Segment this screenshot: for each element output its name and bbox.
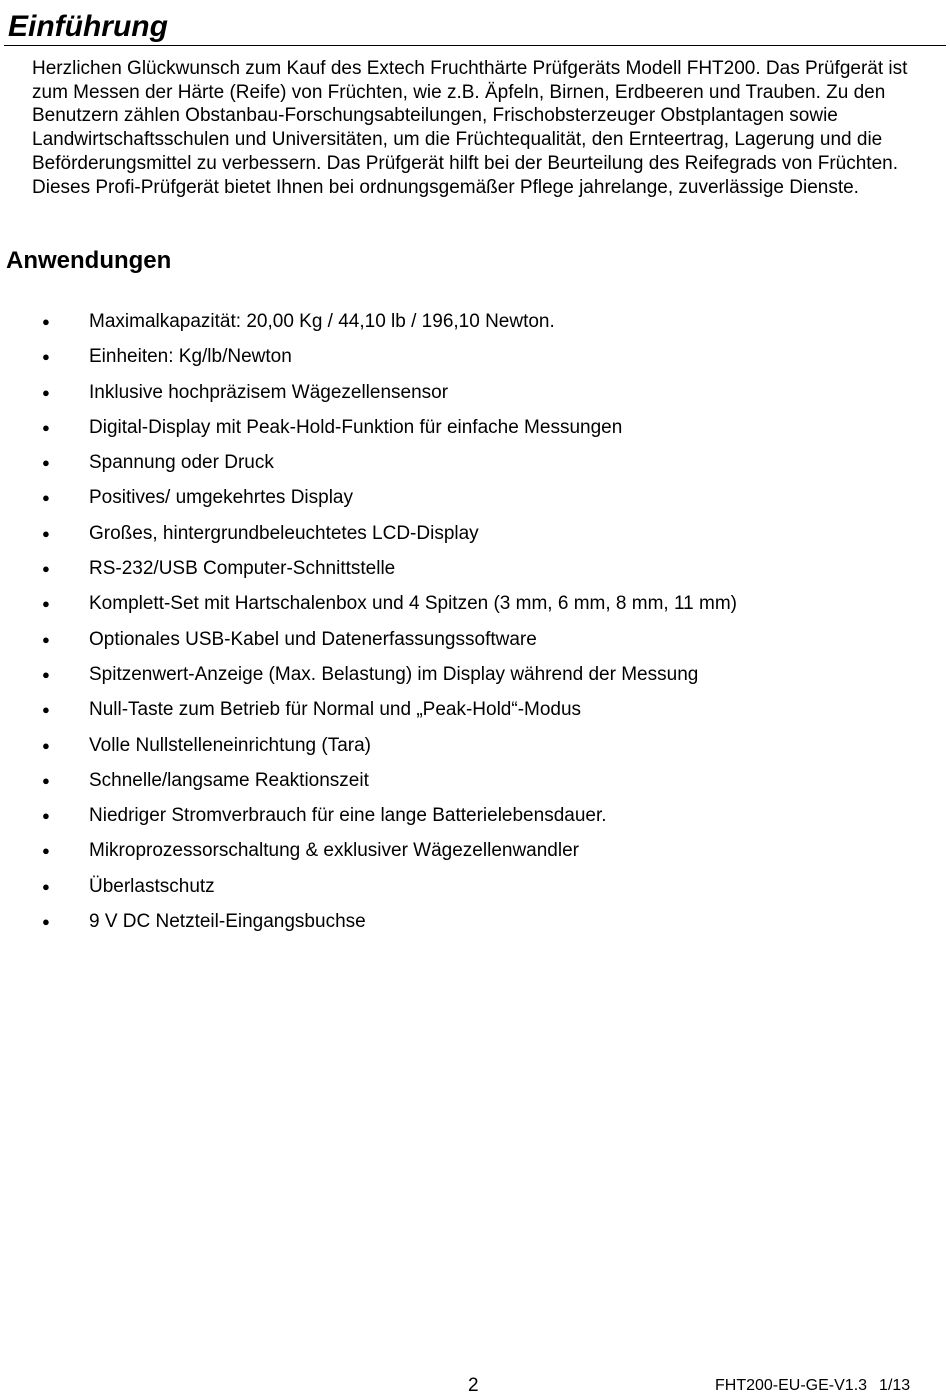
- bullet-icon: ●: [42, 702, 50, 718]
- list-item-text: Überlastschutz: [89, 875, 215, 897]
- list-item-text: Null-Taste zum Betrieb für Normal und „Peak-Hold“-Modus: [89, 699, 582, 721]
- list-item: [0, 516, 950, 551]
- document-id: [715, 1375, 910, 1397]
- bullet-icon: ●: [42, 525, 50, 541]
- document-version: FHT200-EU-GE-V1.3: [715, 1377, 868, 1394]
- list-item-text: Großes, hintergrundbeleuchtetes LCD-Display: [89, 522, 479, 544]
- page-count: 1/13: [879, 1377, 911, 1394]
- bullet-icon: ●: [42, 419, 50, 435]
- list-item-text: 9 V DC Netzteil-Eingangsbuchse: [89, 911, 366, 933]
- page-number: 2: [468, 1375, 479, 1396]
- bullet-icon: ●: [42, 843, 50, 859]
- list-item-text: Niedriger Stromverbrauch für eine lange Batterielebensdauer.: [89, 805, 607, 827]
- bullet-icon: ●: [42, 561, 50, 577]
- list-item: [0, 657, 950, 692]
- list-item-text: Spannung oder Druck: [89, 452, 274, 474]
- list-item: [0, 339, 950, 374]
- page-title: Einführung: [8, 10, 168, 43]
- intro-paragraph: Herzlichen Glückwunsch zum Kauf des Extech Fruchthärte Prüfgeräts Modell FHT200. Das Prüfgerät ist zum Messen der Härte (Reife) von Früchten, wie z.B. Äpfeln, Birnen, Erdbeeren und Trauben. Zu den Benutzern zählen Obstanbau-Forschungsabteilungen, Frischobsterzeuger Obstplantagen sowie Landwirtschaftsschulen und Universitäten, um die Früchtequalität, den Ernteertrag, Lagerung und die Beförderungsmittel zu verbessern. Das Prüfgerät hilft bei der Beurteilung des Reifegrads von Früchten. Dieses Profi-Prüfgerät bietet Ihnen bei ordnungsgemäßer Pflege jahrelange, zuverlässige Dienste.: [32, 58, 908, 198]
- bullet-icon: ●: [42, 349, 50, 365]
- bullet-icon: ●: [42, 914, 50, 930]
- list-item-text: RS-232/USB Computer-Schnittstelle: [89, 558, 396, 580]
- bullet-icon: ●: [42, 631, 50, 647]
- list-item-text: Optionales USB-Kabel und Datenerfassungssoftware: [89, 628, 537, 650]
- list-item-text: Inklusive hochpräzisem Wägezellensensor: [89, 381, 449, 403]
- list-item-text: Schnelle/langsame Reaktionszeit: [89, 769, 369, 791]
- applications-heading: Anwendungen: [6, 247, 172, 274]
- list-item: [0, 763, 950, 798]
- list-item-text: Spitzenwert-Anzeige (Max. Belastung) im Display während der Messung: [89, 663, 699, 685]
- bullet-icon: ●: [42, 490, 50, 506]
- bullet-icon: ●: [42, 314, 50, 329]
- bullet-icon: ●: [42, 772, 50, 788]
- list-item-text: Maximalkapazität: 20,00 Kg / 44,10 lb / 196,10 Newton.: [89, 311, 555, 332]
- list-item: [0, 410, 950, 445]
- list-item-text: Einheiten: Kg/lb/Newton: [89, 346, 292, 368]
- list-item: [0, 798, 950, 833]
- bullet-icon: ●: [42, 596, 50, 612]
- list-item: [0, 480, 950, 515]
- bullet-icon: ●: [42, 455, 50, 471]
- list-item-text: Volle Nullstelleneinrichtung (Tara): [89, 734, 371, 756]
- list-item: [0, 551, 950, 586]
- bullet-icon: ●: [42, 808, 50, 824]
- bullet-icon: ●: [42, 878, 50, 894]
- list-item: [0, 375, 950, 410]
- list-item-text: Digital-Display mit Peak-Hold-Funktion für einfache Messungen: [89, 416, 623, 438]
- list-item: [0, 869, 950, 904]
- bullet-icon: ●: [42, 666, 50, 682]
- list-item-text: Komplett-Set mit Hartschalenbox und 4 Spitzen (3 mm, 6 mm, 8 mm, 11 mm): [89, 593, 737, 615]
- list-item: [0, 692, 950, 727]
- list-item: [0, 622, 950, 657]
- bullet-icon: ●: [42, 384, 50, 400]
- list-item-text: Positives/ umgekehrtes Display: [89, 487, 353, 509]
- list-item: [0, 904, 950, 939]
- bullet-icon: ●: [42, 737, 50, 753]
- applications-list: [0, 304, 950, 939]
- title-underline-rule: [4, 45, 946, 46]
- list-item-text: Mikroprozessorschaltung & exklusiver Wägezellenwandler: [89, 840, 579, 862]
- list-item: [0, 833, 950, 868]
- list-item: [0, 445, 950, 480]
- list-item: [0, 728, 950, 763]
- list-item: [0, 586, 950, 621]
- list-item: [0, 304, 950, 339]
